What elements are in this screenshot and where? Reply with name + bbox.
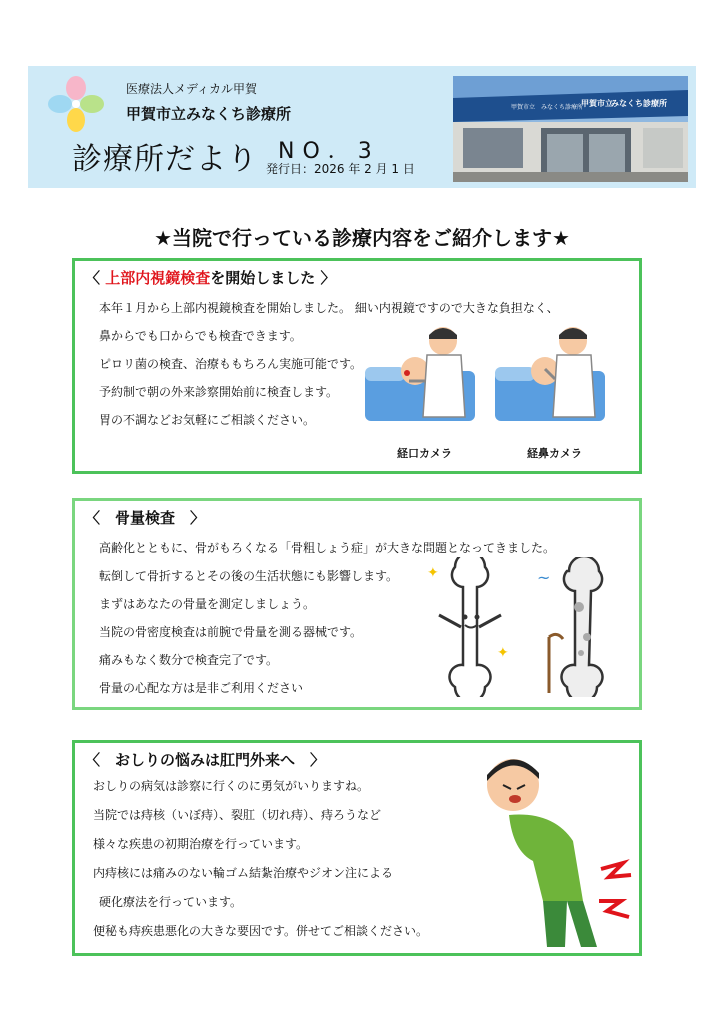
text-line: 鼻からでも口からでも検査できます。 xyxy=(99,329,302,343)
healthy-bone-icon xyxy=(425,557,515,697)
text-line: 転倒して骨折するとその後の生活状態にも影響します。 xyxy=(99,569,399,583)
title-highlight: 上部内視鏡検査 xyxy=(105,269,211,287)
text-line: まずはあなたの骨量を測定しましょう。 xyxy=(99,597,316,611)
clover-logo-icon xyxy=(44,72,108,136)
photo-sign-left: 甲賀市立 xyxy=(581,99,613,108)
fragile-bone-icon xyxy=(535,557,625,697)
text-line: 痛みもなく数分で検査完了です。 xyxy=(99,653,279,667)
issue-date: 発行日：2026 年 2 月 1 日 xyxy=(266,162,415,176)
text-line: 当院では痔核（いぼ痔）、裂肛（切れ痔）、痔ろうなど xyxy=(93,808,382,822)
title-rest: を開始しました xyxy=(210,269,316,287)
caption-oral-camera: 経口カメラ xyxy=(397,447,452,460)
text-line: 硬化療法を行っています。 xyxy=(99,895,243,909)
photo-sign-small: 甲賀市立 みなくち診療所 xyxy=(511,104,584,111)
section-title: 〈 おしりの悩みは肛門外来へ 〉 xyxy=(85,751,326,769)
text-line: 本年１月から上部内視鏡検査を開始しました。 細い内視鏡ですので大きな負担なく、 xyxy=(99,301,559,315)
bracket-open: 〈 xyxy=(85,269,101,287)
svg-text:~: ~ xyxy=(537,568,551,587)
svg-text:✦: ✦ xyxy=(497,645,509,661)
text-line: 様々な疾患の初期治療を行っています。 xyxy=(93,837,309,851)
issue-number: NO．3 xyxy=(278,139,380,164)
photo-sign-right: みなくち診療所 xyxy=(611,99,667,108)
text-line: ピロリ菌の検査、治療ももちろん実施可能です。 xyxy=(99,357,363,371)
newsletter-title: 診療所だより xyxy=(72,142,258,177)
section-bone-density xyxy=(72,498,642,710)
text-line: 予約制で朝の外来診察開始前に検査します。 xyxy=(99,385,339,399)
section-proctology xyxy=(72,740,642,956)
clinic-building-photo xyxy=(453,76,688,182)
main-headline: ★当院で行っている診療内容をご紹介します★ xyxy=(154,226,570,250)
clinic-name: 甲賀市立みなくち診療所 xyxy=(126,105,292,123)
section-title xyxy=(85,267,336,288)
caption-nasal-camera: 経鼻カメラ xyxy=(527,447,582,460)
text-line: 骨量の心配な方は是非ご利用ください xyxy=(99,681,304,695)
text-line: 当院の骨密度検査は前腕で骨量を測る器械です。 xyxy=(99,625,363,639)
bracket-close: 〉 xyxy=(320,269,336,287)
organization-name: 医療法人メディカル甲賀 xyxy=(126,82,258,96)
section-title: 〈 骨量検査 〉 xyxy=(85,509,206,527)
text-line: 高齢化とともに、骨がもろくなる「骨粗しょう症」が大きな問題となってきました。 xyxy=(99,541,556,555)
nasal-endoscopy-illustration xyxy=(495,321,615,439)
person-in-pain-illustration xyxy=(473,751,633,951)
text-line: 胃の不調などお気軽にご相談ください。 xyxy=(99,413,316,427)
svg-text:✦: ✦ xyxy=(427,565,439,581)
text-line: 内痔核には痛みのない輪ゴム結紮治療やジオン注による xyxy=(93,866,394,880)
text-line: おしりの病気は診察に行くのに勇気がいりますね。 xyxy=(93,779,370,793)
oral-endoscopy-illustration xyxy=(365,321,485,439)
text-line: 便秘も痔疾患悪化の大きな要因です。併せてご相談ください。 xyxy=(93,924,429,938)
section-endoscopy xyxy=(72,258,642,474)
